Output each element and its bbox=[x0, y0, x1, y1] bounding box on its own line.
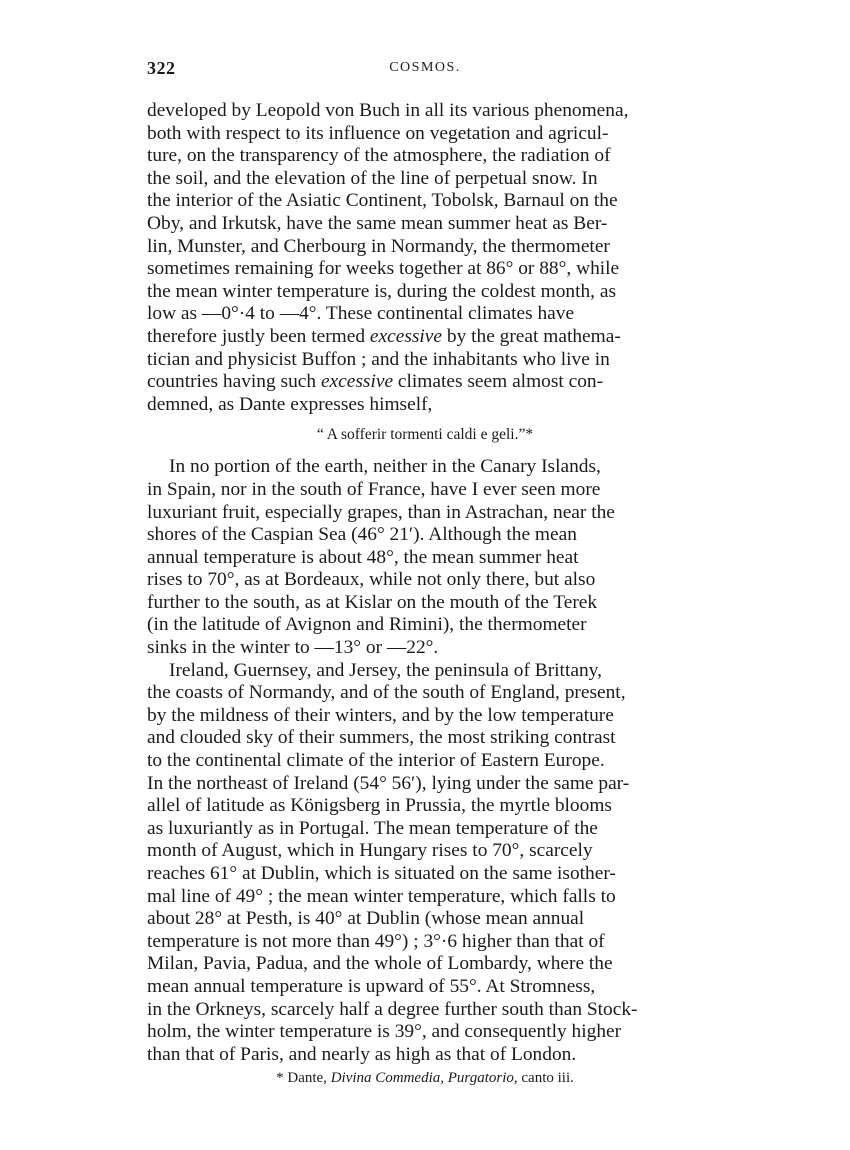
book-page bbox=[147, 58, 703, 1088]
text-line: in the Orkneys, scarcely half a degree further south than Stock- bbox=[147, 998, 638, 1020]
text-line: developed by Leopold von Buch in all its various phenomena, bbox=[147, 100, 629, 121]
text-line bbox=[147, 326, 703, 349]
paragraph-1 bbox=[147, 100, 703, 416]
text-line: annual temperature is about 48°, the mean summer heat bbox=[147, 546, 579, 568]
text-line: Milan, Pavia, Padua, and the whole of Lombardy, where the bbox=[147, 953, 613, 975]
footnote-suffix: canto iii. bbox=[517, 1070, 574, 1087]
text-line: both with respect to its influence on vegetation and agricul- bbox=[147, 122, 609, 144]
text-line: sinks in the winter to —13° or —22°. bbox=[147, 637, 439, 659]
paragraph-2 bbox=[147, 456, 703, 659]
text-line: in Spain, nor in the south of France, have I ever seen more bbox=[147, 478, 601, 500]
text-line: In no portion of the earth, neither in the Canary Islands, bbox=[169, 456, 601, 478]
text-line: Oby, and Irkutsk, have the same mean summer heat as Ber- bbox=[147, 212, 608, 234]
text-line: and clouded sky of their summers, the most striking contrast bbox=[147, 727, 616, 749]
italic-term: excessive bbox=[369, 325, 443, 347]
text-line: temperature is not more than 49°) ; 3°·6 higher than that of bbox=[147, 930, 605, 952]
text-line: Ireland, Guernsey, and Jersey, the peninsula of Brittany, bbox=[169, 659, 602, 681]
text-line: shores of the Caspian Sea (46° 21′). Although the mean bbox=[147, 524, 577, 546]
text-line: by the mildness of their winters, and by the low temperature bbox=[147, 704, 614, 726]
text-line: low as —0°·4 to —4°. These continental climates have bbox=[147, 303, 575, 325]
text-line: allel of latitude as Königsberg in Prussia, the myrtle blooms bbox=[147, 795, 612, 817]
text-line: mal line of 49° ; the mean winter temperature, which falls to bbox=[147, 885, 616, 907]
text-line: tician and physicist Buffon ; and the inhabitants who live in bbox=[147, 348, 610, 370]
text-line: month of August, which in Hungary rises to 70°, scarcely bbox=[147, 840, 593, 862]
body-text bbox=[147, 100, 703, 1088]
text-line: to the continental climate of the interior of Eastern Europe. bbox=[147, 750, 605, 772]
text-line: demned, as Dante expresses himself, bbox=[147, 393, 433, 415]
text-line: lin, Munster, and Cherbourg in Normandy, the thermometer bbox=[147, 235, 610, 257]
text-line: In the northeast of Ireland (54° 56′), lying under the same par- bbox=[147, 772, 630, 794]
text-line: the soil, and the elevation of the line of perpetual snow. In bbox=[147, 167, 598, 189]
text-line: ture, on the transparency of the atmosphere, the radiation of bbox=[147, 145, 611, 167]
text-run: countries having such bbox=[147, 371, 321, 393]
text-line bbox=[147, 371, 703, 394]
italic-term: excessive bbox=[320, 371, 394, 393]
text-line: further to the south, as at Kislar on the mouth of the Terek bbox=[147, 591, 598, 613]
text-line: sometimes remaining for weeks together at 86° or 88°, while bbox=[147, 258, 620, 280]
text-run: by the great mathema- bbox=[442, 325, 621, 347]
text-line: holm, the winter temperature is 39°, and consequently higher bbox=[147, 1021, 622, 1043]
text-line: as luxuriantly as in Portugal. The mean temperature of the bbox=[147, 817, 598, 839]
running-title: COSMOS. bbox=[389, 60, 461, 75]
text-line: (in the latitude of Avignon and Rimini), the thermometer bbox=[147, 614, 587, 636]
text-run: therefore justly been termed bbox=[147, 325, 370, 347]
paragraph-3 bbox=[147, 660, 703, 1067]
text-line: than that of Paris, and nearly as high as that of London. bbox=[147, 1043, 577, 1065]
text-line: about 28° at Pesth, is 40° at Dublin (whose mean annual bbox=[147, 908, 585, 930]
text-run: climates seem almost con- bbox=[393, 371, 604, 393]
text-line: the coasts of Normandy, and of the south of England, present, bbox=[147, 682, 626, 704]
verse-quote: “ A sofferir tormenti caldi e geli.”* bbox=[316, 426, 534, 444]
text-line: the mean winter temperature is, during the coldest month, as bbox=[147, 280, 617, 302]
text-line: rises to 70°, as at Bordeaux, while not only there, but also bbox=[147, 569, 596, 591]
text-line: luxuriant fruit, especially grapes, than in Astrachan, near the bbox=[147, 501, 615, 523]
footnote-prefix: * Dante, bbox=[276, 1070, 331, 1087]
footnote-title: Divina Commedia, Purgatorio, bbox=[330, 1070, 518, 1087]
text-line: mean annual temperature is upward of 55°. At Stromness, bbox=[147, 975, 596, 997]
page-number: 322 bbox=[147, 58, 176, 78]
footnote bbox=[147, 1068, 703, 1088]
running-head bbox=[147, 58, 703, 84]
text-line: reaches 61° at Dublin, which is situated on the same isother- bbox=[147, 863, 616, 884]
text-line: the interior of the Asiatic Continent, Tobolsk, Barnaul on the bbox=[147, 190, 618, 212]
